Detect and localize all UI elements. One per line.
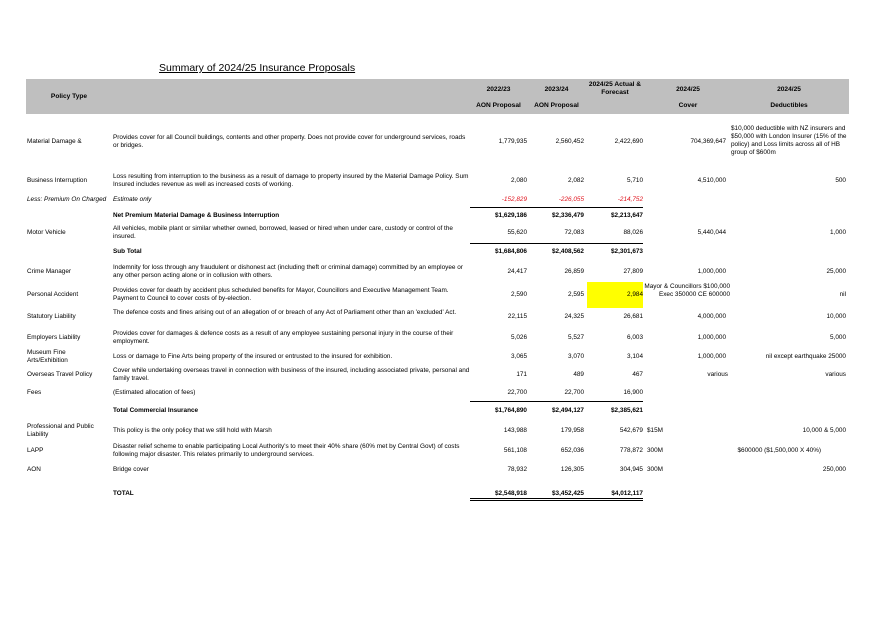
value-2022-23: 78,932	[507, 466, 527, 473]
value-forecast: $2,301,673	[611, 248, 643, 255]
value-2023-24: 3,070	[568, 353, 584, 360]
policy-type: AON	[27, 466, 41, 473]
policy-description: Provides cover for damages & defence costs as a result of any employee sustaining personal injury in the course of their employment.	[113, 330, 454, 345]
total-2023-24: $3,452,425	[552, 490, 584, 497]
value-forecast: 467	[632, 371, 643, 378]
value-2022-23: 171	[516, 371, 527, 378]
header-deductibles: Deductibles	[770, 102, 808, 109]
value-2022-23: 561,108	[503, 447, 527, 454]
value-2023-24: 2,082	[568, 177, 584, 184]
value-2022-23: 3,065	[511, 353, 527, 360]
policy-description: Indemnity for loss through any fraudulent or dishonest act (including theft or criminal damage) committed by an employee or any other person acting alone or in collusion with others.	[113, 264, 463, 279]
value-2023-24: $2,408,562	[552, 248, 584, 255]
value-2023-24: 22,700	[564, 389, 584, 396]
value-forecast: 2,984	[627, 291, 643, 298]
header-2024-25-cover: 2024/25	[676, 86, 700, 93]
value-cover: 4,510,000	[697, 177, 726, 184]
value-cover: 704,369,647	[690, 138, 726, 145]
subtotal-label: Sub Total	[113, 248, 142, 255]
header-aon-proposal-2: AON Proposal	[534, 102, 579, 109]
underline	[470, 207, 643, 208]
value-2022-23: 143,988	[503, 427, 527, 434]
value-2023-24: 2,560,452	[555, 138, 584, 145]
total-double-underline	[470, 500, 643, 501]
policy-description: The defence costs and fines arising out of an allegation of or breach of any Act of Parliament other than an 'excluded' Act.	[113, 309, 457, 316]
value-forecast: 778,872	[619, 447, 643, 454]
value-2023-24: 126,305	[560, 466, 584, 473]
policy-type: Personal Accident	[27, 291, 79, 298]
value-2023-24: 26,859	[564, 268, 584, 275]
value-cover: 1,000,000	[697, 334, 726, 341]
policy-type: Crime Manager	[27, 268, 72, 275]
value-deductible: 5,000	[830, 334, 846, 341]
policy-type: LAPP	[27, 447, 44, 454]
total-forecast: $4,012,117	[611, 490, 643, 497]
value-2022-23: $1,684,806	[495, 248, 527, 255]
policy-description: Loss resulting from interruption to the business as a result of damage to property insured by the Material Damage Policy. Sum Insured includes revenue as well as increased costs of working.	[113, 173, 469, 188]
value-deductible: 1,000	[830, 229, 846, 236]
value-forecast: $2,213,647	[611, 212, 643, 219]
value-deductible: nil	[839, 291, 846, 298]
policy-description: Provides cover for all Council buildings, contents and other property. Does not provide cover for underground services, roads or bridges.	[113, 134, 466, 149]
value-cover: 300M	[647, 447, 663, 454]
policy-type: Overseas Travel Policy	[27, 371, 93, 378]
value-2023-24: 2,595	[568, 291, 584, 298]
policy-type: Employers Liability	[27, 334, 81, 341]
value-deductible: 10,000 & 5,000	[802, 427, 846, 434]
value-2022-23: 2,080	[511, 177, 527, 184]
policy-description: Loss or damage to Fine Arts being property of the insured or entrusted to the insured for exhibition.	[113, 353, 393, 360]
value-cover: various	[707, 371, 728, 378]
value-cover: 4,000,000	[697, 313, 726, 320]
value-2022-23: 22,700	[507, 389, 527, 396]
policy-type: Museum Fine Arts/Exhibition	[27, 349, 68, 364]
value-2023-24: $2,494,127	[552, 407, 584, 414]
value-2022-23: 22,115	[507, 313, 527, 320]
value-deductible: 250,000	[822, 466, 846, 473]
value-forecast: 5,710	[627, 177, 643, 184]
policy-description: All vehicles, mobile plant or similar whether owned, borrowed, leased or hired when under care, custody or control of the insured.	[113, 225, 453, 240]
value-forecast: $2,385,621	[611, 407, 643, 414]
value-forecast: 3,104	[627, 353, 643, 360]
value-forecast: 6,003	[627, 334, 643, 341]
header-forecast: 2024/25 Actual & Forecast	[588, 81, 642, 96]
value-2022-23: 2,590	[511, 291, 527, 298]
value-deductible: 10,000	[826, 313, 846, 320]
header-cover: Cover	[678, 102, 698, 109]
value-deductible: various	[825, 371, 846, 378]
value-deductible: $10,000 deductible with NZ insurers and $50,000 with London Insurer (15% of the policy) and Loss limits across all of HB group of $600m	[731, 125, 847, 156]
header-2022-23: 2022/23	[486, 86, 511, 93]
value-cover: 1,000,000	[697, 268, 726, 275]
value-2023-24: 179,958	[560, 427, 584, 434]
value-2023-24: 652,036	[560, 447, 584, 454]
policy-type: Less: Premium On Charged	[27, 196, 107, 203]
table-header	[26, 79, 849, 114]
value-forecast: 542,679	[619, 427, 643, 434]
header-2023-24: 2023/24	[544, 86, 569, 93]
total-underline	[470, 498, 643, 499]
policy-description: This policy is the only policy that we still hold with Marsh	[113, 427, 272, 434]
underline	[470, 243, 643, 244]
value-forecast: 16,900	[623, 389, 643, 396]
page-title: Summary of 2024/25 Insurance Proposals	[159, 62, 356, 74]
underline	[470, 401, 643, 402]
value-2022-23: $1,764,890	[495, 407, 527, 414]
value-2023-24: 72,083	[564, 229, 584, 236]
header-policy-type: Policy Type	[50, 93, 88, 100]
value-2023-24: -226,055	[558, 196, 584, 203]
value-deductible: $600000 ($1,500,000 X 40%)	[737, 447, 821, 454]
value-deductible: nil except earthquake 25000	[765, 353, 846, 360]
value-forecast: -214,752	[617, 196, 643, 203]
total-2022-23: $2,548,918	[495, 490, 527, 497]
value-cover: 5,440,044	[697, 229, 726, 236]
policy-description: Provides cover for death by accident plus scheduled benefits for Mayor, Councillors and Executive Management Team. Payment to Council to cover costs of by-election.	[113, 287, 449, 302]
policy-type: Professional and Public Liability	[27, 423, 94, 438]
value-forecast: 27,809	[623, 268, 643, 275]
value-forecast: 26,681	[623, 313, 643, 320]
subtotal-label: Net Premium Material Damage & Business Interruption	[113, 212, 280, 219]
value-2023-24: 489	[573, 371, 584, 378]
value-2022-23: -152,829	[501, 196, 527, 203]
value-cover: 1,000,000	[697, 353, 726, 360]
value-2023-24: 24,325	[564, 313, 584, 320]
policy-type: Statutory Liability	[27, 313, 76, 320]
value-2022-23: 24,417	[507, 268, 527, 275]
value-2023-24: $2,336,479	[552, 212, 584, 219]
value-deductible: 500	[835, 177, 846, 184]
subtotal-label: Total Commercial Insurance	[113, 407, 199, 414]
header-2024-25-deductibles: 2024/25	[777, 86, 801, 93]
policy-description: Bridge cover	[113, 466, 149, 473]
policy-type: Business Interruption	[27, 177, 88, 184]
header-aon-proposal-1: AON Proposal	[476, 102, 521, 109]
value-2022-23: 55,620	[507, 229, 527, 236]
value-forecast: 304,945	[619, 466, 643, 473]
value-cover: 300M	[647, 466, 663, 473]
value-forecast: 2,422,690	[614, 138, 643, 145]
policy-type: Motor Vehicle	[27, 229, 66, 236]
total-label: TOTAL	[113, 490, 134, 497]
value-2022-23: 5,026	[511, 334, 527, 341]
value-forecast: 88,026	[623, 229, 643, 236]
value-2022-23: $1,629,186	[495, 212, 527, 219]
policy-type: Fees	[27, 389, 42, 396]
policy-type: Material Damage &	[27, 138, 82, 145]
policy-description: Estimate only	[113, 196, 152, 203]
value-2022-23: 1,779,935	[498, 138, 527, 145]
policy-description: Disaster relief scheme to enable participating Local Authority's to meet their 40% share (60% met by Central Govt) of costs following major disaster. This relates primarily to underground services.	[113, 443, 460, 458]
value-cover: $15M	[647, 427, 663, 434]
value-deductible: 25,000	[826, 268, 846, 275]
value-2023-24: 5,527	[568, 334, 584, 341]
policy-description: Cover while undertaking overseas travel in connection with business of the insured, including associated private, personal and family travel.	[113, 367, 470, 382]
value-cover: Mayor & Councillors $100,000 Exec 350000 CE 600000	[644, 283, 730, 298]
policy-description: (Estimated allocation of fees)	[113, 389, 196, 396]
